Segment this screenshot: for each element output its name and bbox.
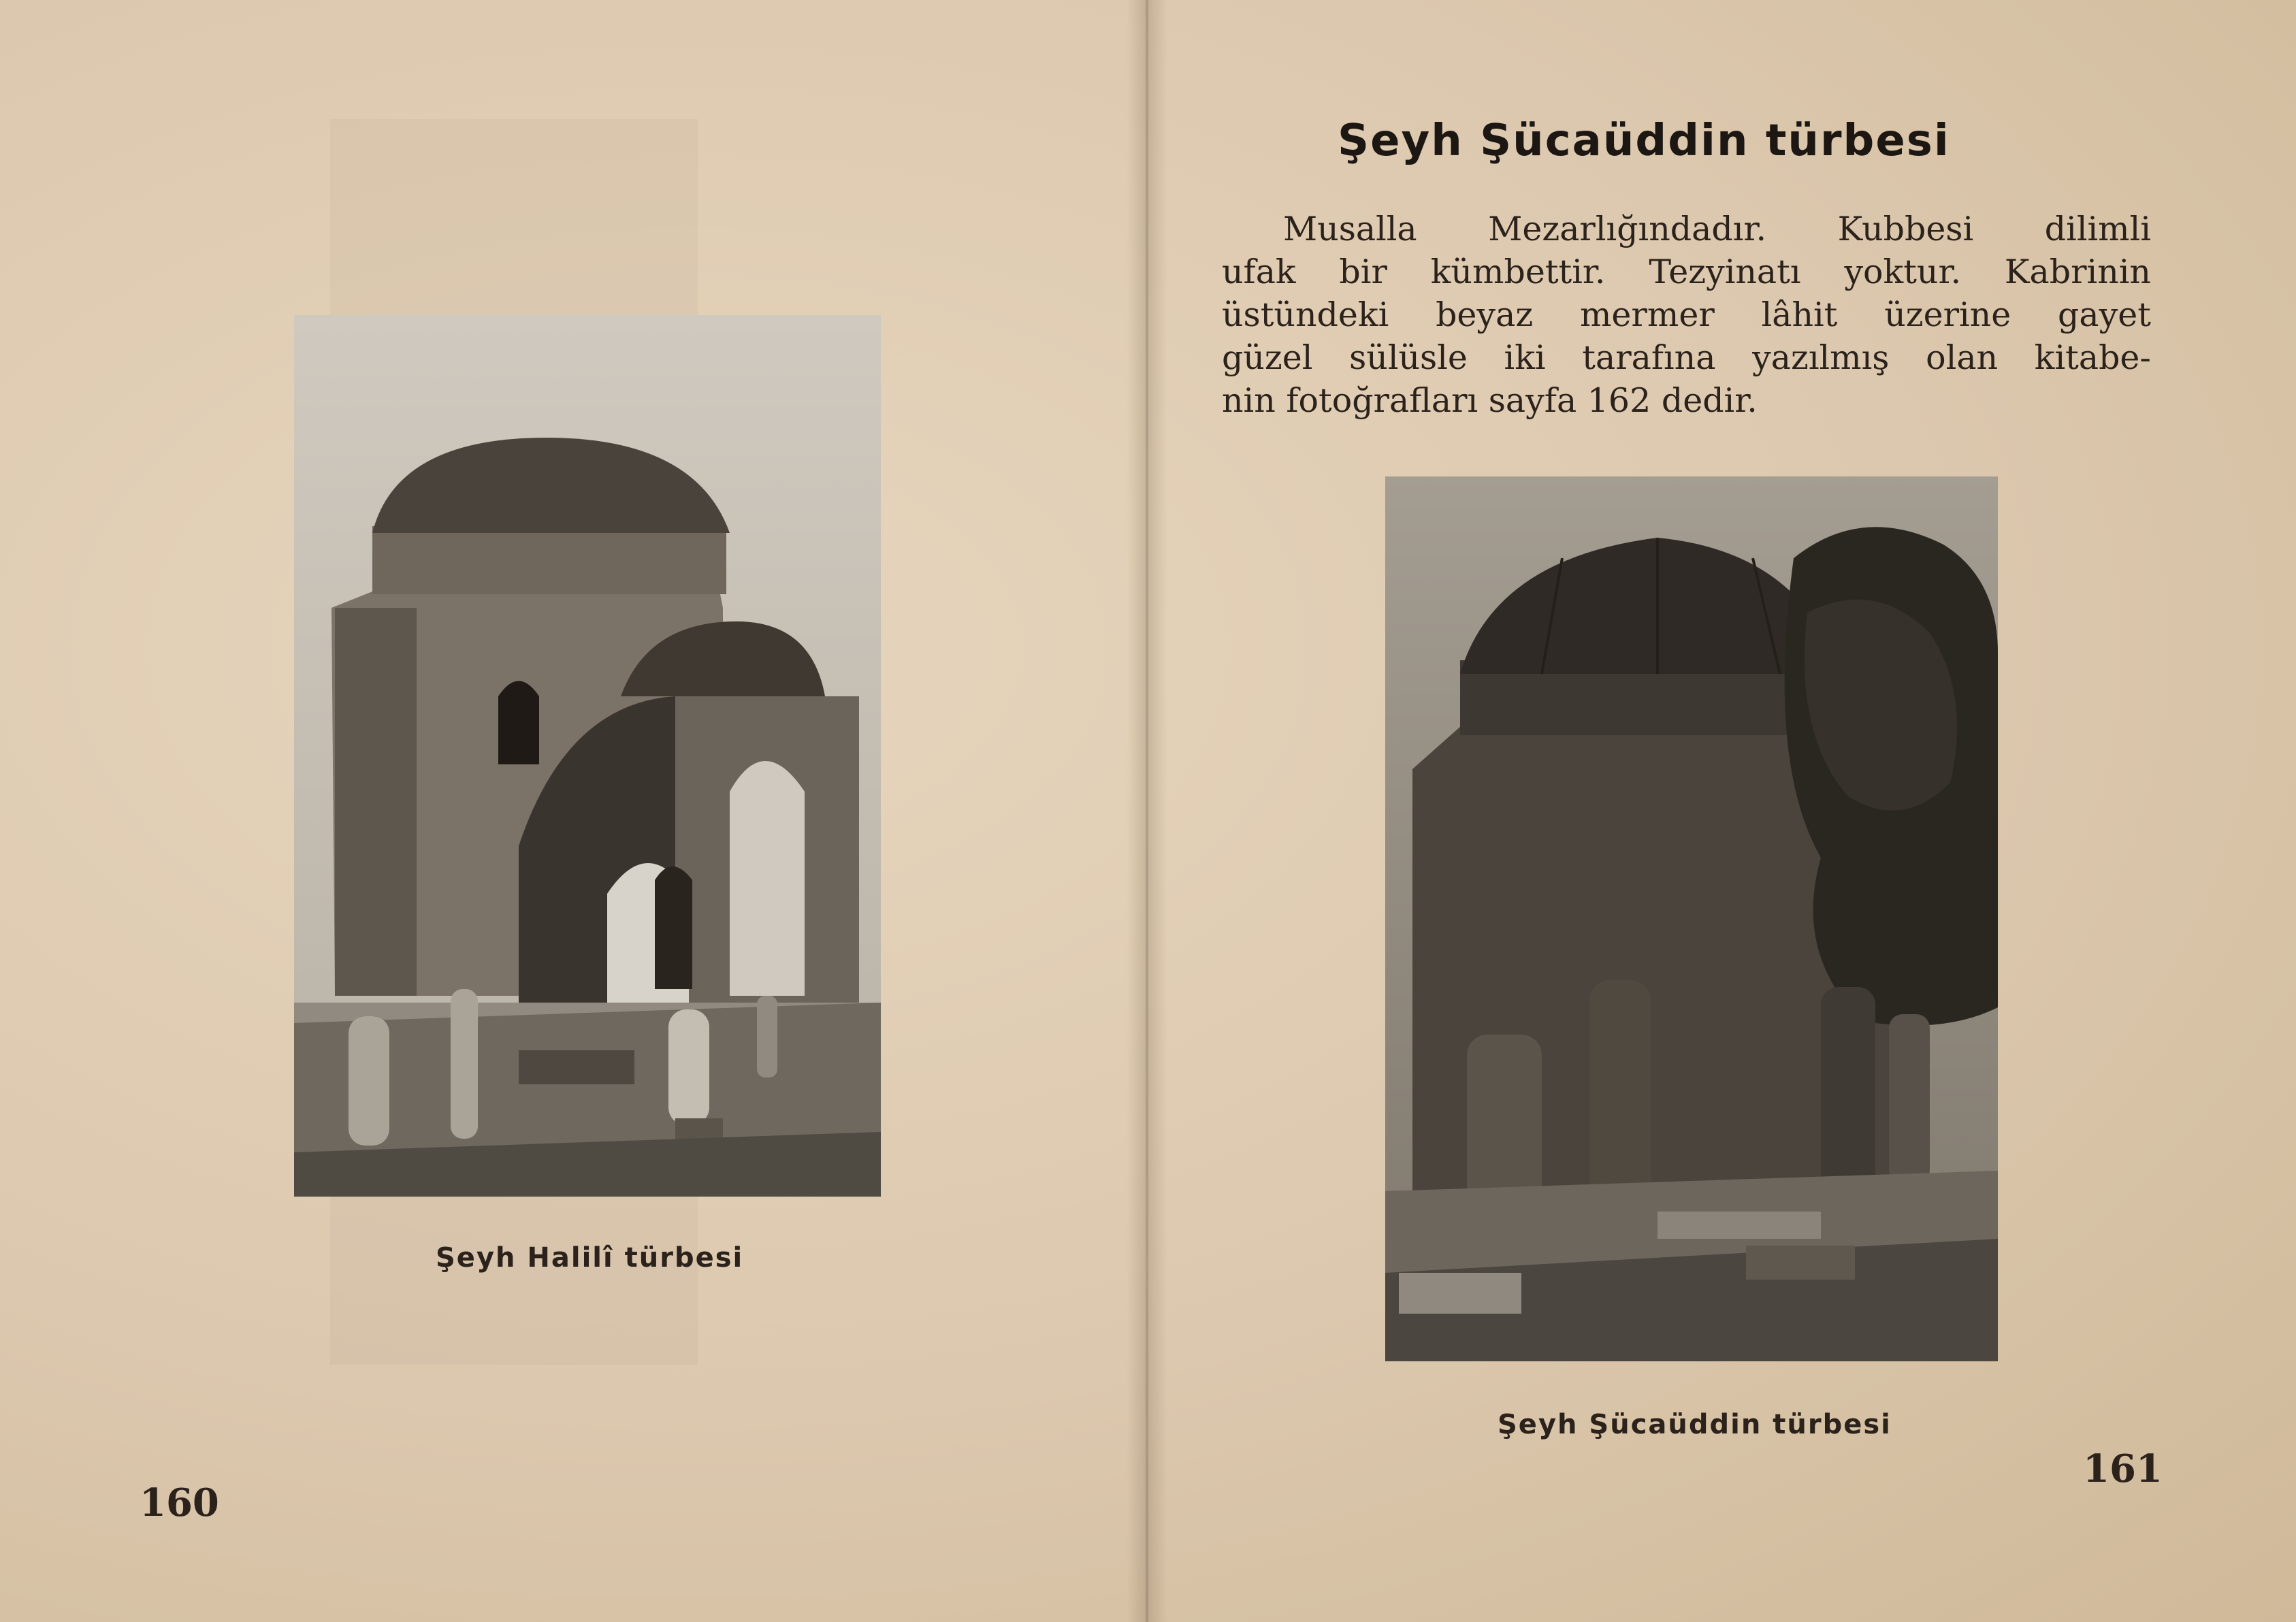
body-line: üstündeki beyaz mermer lâhit üzerine gayet <box>1222 295 2151 334</box>
body-line: güzel sülüsle iki tarafına yazılmış olan kitabe- <box>1222 338 2151 377</box>
photo-seyh-sucauddin-turbesi <box>1385 476 1998 1361</box>
section-heading: Şeyh Şücaüddin türbesi <box>1338 116 1950 166</box>
tomb-photo-illustration <box>1385 476 1998 1361</box>
left-page <box>0 0 1137 1622</box>
photo-caption-right: Şeyh Şücaüddin türbesi <box>1498 1409 1892 1440</box>
photo-seyh-halili-turbesi <box>294 315 881 1197</box>
page-number-left: 160 <box>140 1480 219 1525</box>
page-number-right: 161 <box>2083 1446 2163 1491</box>
photo-caption-left: Şeyh Halilî türbesi <box>436 1242 744 1274</box>
body-paragraph <box>1222 208 2151 422</box>
body-line: nin fotoğrafları sayfa 162 dedir. <box>1222 381 1758 420</box>
tomb-photo-illustration <box>294 315 881 1197</box>
body-line: ufak bir kümbettir. Tezyinatı yoktur. Kabrinin <box>1222 253 2151 291</box>
body-line: Musalla Mezarlığındadır. Kubbesi dilimli <box>1283 210 2151 248</box>
